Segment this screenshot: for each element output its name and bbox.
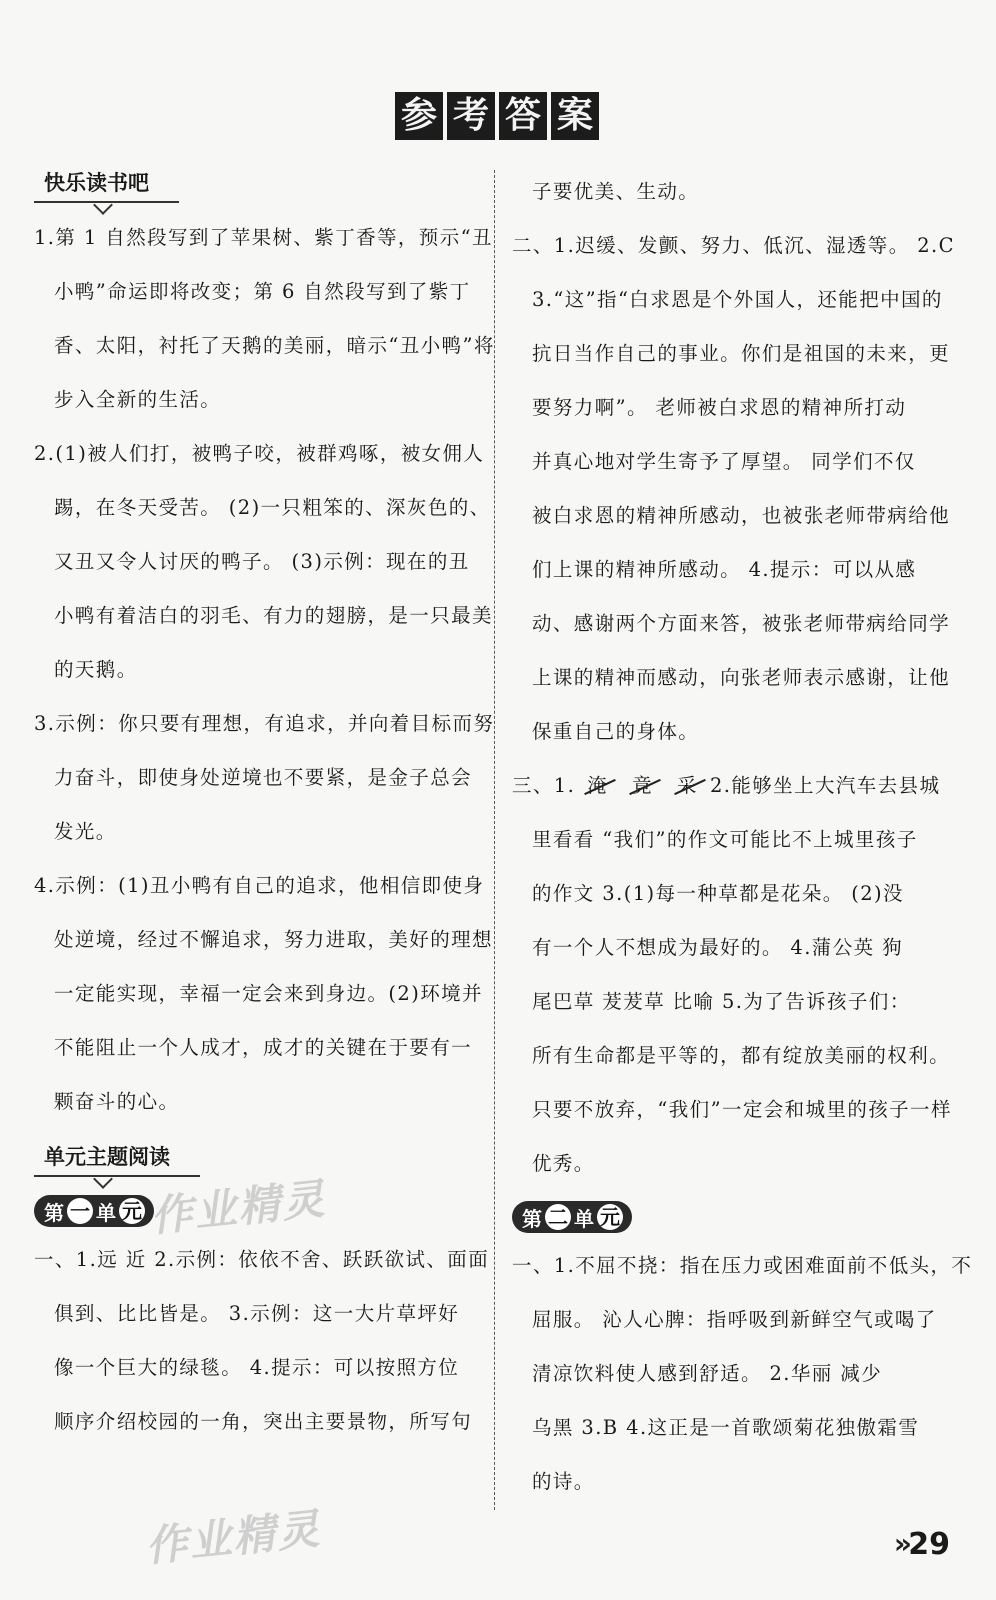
- answer-line: 被白求恩的精神所感动，也被张老师带病给他: [532, 504, 951, 527]
- answer-line: 处逆境，经过不懈追求，努力进取，美好的理想: [54, 928, 493, 951]
- answer-line: 像一个巨大的绿毯。 4.提示：可以按照方位: [54, 1356, 460, 1379]
- answer-line: 顺序介绍校园的一角，突出主要景物，所写句: [54, 1410, 473, 1433]
- answer-line: 一、1.不屈不挠：指在压力或困难面前不低头，不: [512, 1254, 973, 1277]
- watermark-2: 作业精灵: [143, 1503, 324, 1572]
- answer-line: 所有生命都是平等的，都有绽放美丽的权利。: [532, 1044, 951, 1067]
- answer-line: 步入全新的生活。: [54, 388, 222, 411]
- right-column: [512, 165, 973, 1509]
- part3-prefix: 三、1.: [512, 774, 576, 797]
- answer-left-q1: [34, 211, 495, 427]
- answer-line: 小鸭有着洁白的羽毛、有力的翅膀，是一只最美: [54, 604, 493, 627]
- unit-badge-char: 单: [574, 1206, 594, 1231]
- answer-line: 乌黑 3.B 4.这正是一首歌颂菊花独傲霜雪: [532, 1416, 920, 1439]
- answer-line: 们上课的精神所感动。 4.提示：可以从感: [532, 558, 917, 581]
- unit-badge-char: 元: [597, 1204, 623, 1230]
- answer-line: 力奋斗，即使身处逆境也不要紧，是金子总会: [54, 766, 473, 789]
- answer-line: 抗日当作自己的事业。你们是祖国的未来，更: [532, 342, 951, 365]
- answer-line: 优秀。: [532, 1152, 595, 1175]
- answer-line: 小鸭”命运即将改变；第 6 自然段写到了紫丁: [54, 280, 471, 303]
- answer-line: 又丑又令人讨厌的鸭子。 (3)示例：现在的丑: [54, 550, 470, 573]
- part3-lines: [512, 813, 964, 1191]
- part3-first-line: [512, 759, 964, 813]
- answer-left-q2: [34, 427, 493, 697]
- answer-unit1-part1: [34, 1233, 490, 1449]
- answer-line: 3.示例：你只要有理想，有追求，并向着目标而努: [34, 712, 495, 735]
- answer-line: 的作文 3.(1)每一种草都是花朵。 (2)没: [532, 882, 904, 905]
- answer-line: 上课的精神而感动，向张老师表示感谢，让他: [532, 666, 951, 689]
- answer-line: 尾巴草 茇茇草 比喻 5.为了告诉孩子们：: [532, 990, 911, 1013]
- answer-line: 要努力啊”。 老师被白求恩的精神所打动: [532, 396, 907, 419]
- answer-line: 一定能实现，幸福一定会来到身边。(2)环境并: [54, 982, 483, 1005]
- title-char-2: 考: [447, 92, 495, 140]
- unit-badge-char: 第: [522, 1206, 542, 1231]
- answer-line: 香、太阳，衬托了天鹅的美丽，暗示“丑小鸭”将: [54, 334, 495, 357]
- page-title: [395, 92, 599, 140]
- answer-line: 只要不放弃，“我们”一定会和城里的孩子一样: [532, 1098, 952, 1121]
- unit-badge-char: 元: [119, 1198, 145, 1224]
- part3-rest: 2.能够坐上大汽车去县城: [709, 774, 941, 797]
- unit-badge-1: [34, 1195, 154, 1227]
- answer-line: 动、感谢两个方面来答，被张老师带病给同学: [532, 612, 951, 635]
- answer-unit2-part1: [512, 1239, 973, 1509]
- section-heading-reading: 快乐读书吧: [34, 167, 159, 203]
- answer-line: 有一个人不想成为最好的。 4.蒲公英 狗: [532, 936, 904, 959]
- answer-left-q4: [34, 859, 493, 1129]
- watermark-1: 作业精灵: [148, 1173, 329, 1242]
- answer-line: 不能阻止一个人成才，成才的关键在于要有一: [54, 1036, 473, 1059]
- answer-line: 2.(1)被人们打，被鸭子咬，被群鸡啄，被女佣人: [34, 442, 485, 465]
- title-char-4: 案: [551, 92, 599, 140]
- answer-line: 的诗。: [532, 1470, 595, 1493]
- section-heading-unit-reading: 单元主题阅读: [34, 1141, 180, 1177]
- unit-badge-2: [512, 1201, 632, 1233]
- answer-line: 3.“这”指“白求恩是个外国人，还能把中国的: [532, 288, 943, 311]
- left-column: [34, 165, 495, 1449]
- answer-line: 保重自己的身体。: [532, 720, 700, 743]
- answer-line: 一、1.远 近 2.示例：依依不舍、跃跃欲试、面面: [34, 1248, 490, 1271]
- strike-char-2: 竟: [632, 759, 653, 813]
- title-char-1: 参: [395, 92, 443, 140]
- answer-line: 的天鹅。: [54, 658, 138, 681]
- unit-badge-char: 一: [67, 1198, 93, 1224]
- answer-line: 屈服。 沁人心脾：指呼吸到新鲜空气或喝了: [532, 1308, 937, 1331]
- strike-char-1: 淹: [587, 759, 608, 813]
- answer-line: 并真心地对学生寄予了厚望。 同学们不仅: [532, 450, 916, 473]
- answer-line: 清凉饮料使人感到舒适。 2.华丽 减少: [532, 1362, 883, 1385]
- answer-line: 颗奋斗的心。: [54, 1090, 180, 1113]
- title-char-3: 答: [499, 92, 547, 140]
- answer-line: 里看看 “我们”的作文可能比不上城里孩子: [532, 828, 918, 851]
- answer-line: 1.第 1 自然段写到了苹果树、紫丁香等，预示“丑: [34, 226, 493, 249]
- unit-badge-char: 二: [545, 1204, 571, 1230]
- strike-char-3: 采: [677, 759, 698, 813]
- answer-line: 二、1.迟缓、发颤、努力、低沉、湿透等。 2.C: [512, 234, 955, 257]
- answer-line: 4.示例：(1)丑小鸭有自己的追求，他相信即使身: [34, 874, 485, 897]
- unit-badge-char: 第: [44, 1200, 64, 1225]
- answer-right-part2: [512, 219, 964, 759]
- answer-line: 子要优美、生动。: [532, 180, 700, 203]
- answer-line: 发光。: [54, 820, 117, 843]
- unit-badge-char: 单: [96, 1200, 116, 1225]
- answer-right-continuation: [512, 165, 964, 219]
- page-number: 29: [908, 1527, 950, 1562]
- arrows-icon: »: [893, 1527, 904, 1560]
- answer-line: 踢，在冬天受苦。 (2)一只粗笨的、深灰色的、: [54, 496, 491, 519]
- answer-left-q3: [34, 697, 495, 859]
- answer-right-part3: [512, 759, 964, 1191]
- answer-line: 俱到、比比皆是。 3.示例：这一大片草坪好: [54, 1302, 460, 1325]
